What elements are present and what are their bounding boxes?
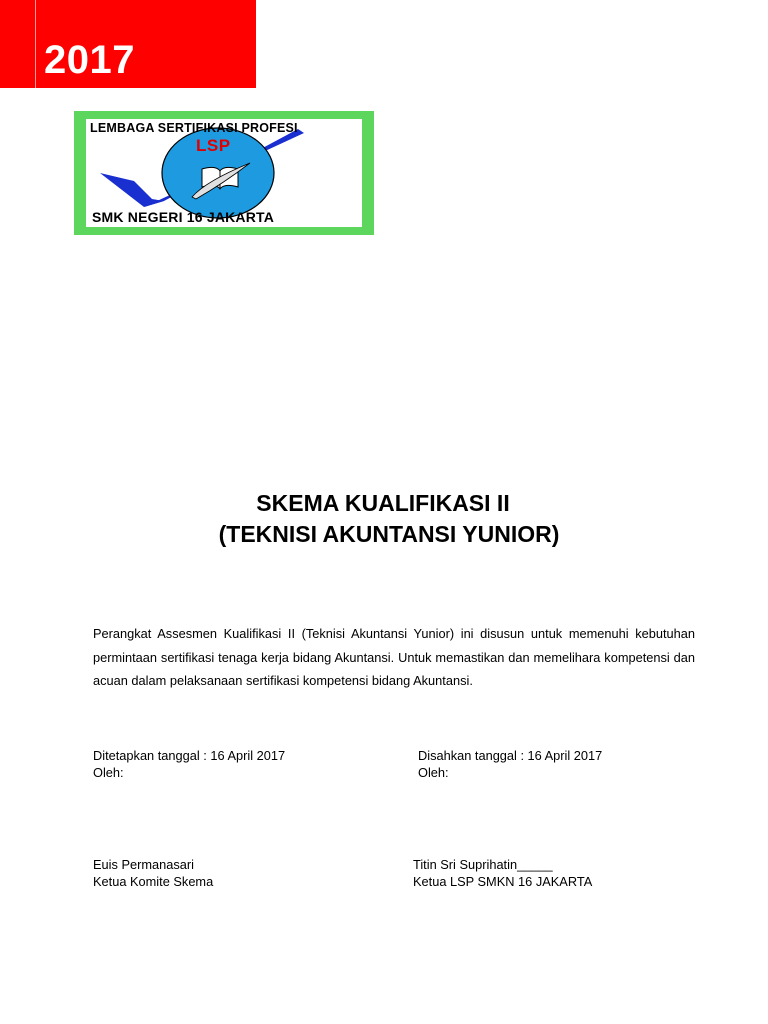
- right-by-label: Oleh:: [418, 765, 449, 780]
- left-signatory-name: Euis Permanasari: [93, 857, 194, 872]
- lsp-logo: [74, 111, 374, 235]
- left-approval-block: [93, 747, 285, 781]
- swoosh-left-shape: [100, 173, 164, 207]
- logo-bottom-text: SMK NEGERI 16 JAKARTA: [92, 209, 275, 225]
- logo-lsp-text: LSP: [196, 136, 231, 155]
- document-title-line2: (TEKNISI AKUNTANSI YUNIOR): [218, 521, 560, 547]
- intro-paragraph: Perangkat Assesmen Kualifikasi II (Teknisi Akuntansi Yunior) ini disusun untuk memenuhi kebutuhan permintaan sertifikasi tenaga kerja bidang Akuntansi. Untuk memastikan dan memelihara kompetensi dan acuan dalam pelaksanaan sertifikasi kompetensi bidang Akuntansi.: [93, 626, 695, 688]
- right-signatory-block: [413, 856, 592, 890]
- document-title-line1: SKEMA KUALIFIKASI II: [256, 490, 510, 516]
- left-signatory-block: [93, 856, 213, 890]
- right-date-label: Disahkan tanggal : 16 April 2017: [418, 748, 603, 763]
- right-signatory-role: Ketua LSP SMKN 16 JAKARTA: [413, 874, 593, 889]
- year-banner: [0, 0, 256, 88]
- logo-top-text: LEMBAGA SERTIFIKASI PROFESI: [90, 121, 298, 135]
- right-signatory-name: Titin Sri Suprihatin_____: [413, 857, 553, 872]
- year-label: 2017: [44, 38, 135, 82]
- right-approval-block: [418, 747, 602, 781]
- left-signatory-role: Ketua Komite Skema: [93, 874, 214, 889]
- left-by-label: Oleh:: [93, 765, 124, 780]
- banner-divider: [35, 0, 36, 88]
- left-date-label: Ditetapkan tanggal : 16 April 2017: [93, 748, 286, 763]
